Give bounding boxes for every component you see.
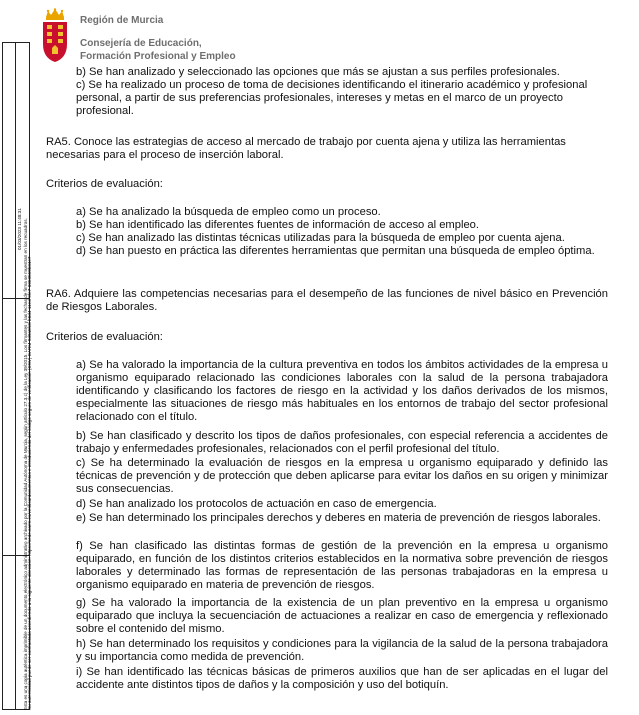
ra6-criterion-h: h) Se han determinado los requisitos y condiciones para la vigilancia de la salud de la persona trabajadora y su importancia como medida de prevención. [76,638,608,663]
ra6-criterion-b: b) Se han clasificado y descrito los tipos de daños profesionales, con especial referencia a accidentes de trabajo y enfermedades profesionales, relacionados con el perfil profesional del título. [76,430,608,455]
criterios-label: Criterios de evaluación: [46,331,163,343]
sidebar-verification-url: Su autenticidad puede ser contrastada accediendo a la siguiente dirección: https://sede.carm.es/verificardocumentos e introduciendo del código seguro de verificación (CSV) CARM-9d9a5fc8-b6d4-11ed-9fe7-0050569b34e7 [27,256,32,710]
ra6-criterion-i: i) Se han identificado las técnicas básicas de primeros auxilios que han de ser aplicadas en el lugar del accidente ante distintos tipos de daños y la composición y uso del botiquín. [76,666,608,691]
consejeria-line-2: Formación Profesional y Empleo [80,51,236,62]
region-name: Región de Murcia [80,15,164,26]
ra6-criterion-a: a) Se ha valorado la importancia de la cultura preventiva en todos los ámbitos actividades de la empresa u organismo equiparado relacionado las condiciones laborales con la salud de la persona trabajadora identificando y clasificando los factores de riesgo en la actividad y los daños derivados de los mismos, especialmente las situaciones de riesgo más habituales en los entornos de trabajo del sector profesional relacionado con el título. [76,359,608,423]
consejeria-line-1: Consejería de Educación, [80,38,202,49]
sidebar-divider-vertical [15,43,16,709]
ra5-criterion-c: c) Se han analizado las distintas técnicas utilizadas para la búsqueda de empleo por cuenta ajena. [76,232,565,244]
ra5-criterion-d: d) Se han puesto en práctica las diferentes herramientas que permitan una búsqueda de empleo óptima. [76,245,595,257]
ra5-criterion-a: a) Se ha analizado la búsqueda de empleo como un proceso. [76,206,381,218]
ra6-heading: RA6. Adquiere las competencias necesarias para el desempeño de las funciones de nivel básico en Prevención de Riesgos Laborales. [46,288,608,313]
criterios-label: Criterios de evaluación: [46,178,163,190]
ra6-criterion-e: e) Se han determinado los principales derechos y deberes en materia de prevención de riesgos laborales. [76,512,601,524]
ra6-criterion-g: g) Se ha valorado la importancia de la existencia de un plan preventivo en la empresa u organismo equiparado que incluya la secuenciación de actuaciones a realizar en caso de emergencia y reflexionado sobre el contenido del mismo. [76,597,608,635]
sidebar-verification-text: Esta es una copia auténtica imprimible de un documento electrónico administrativo archivado por la Comunidad Autónoma de Murcia, según artículo 27.3.c) de la Ley 39/2015. Los firmantes y las fechas de firma se muestran en los recuadros. [23,218,28,710]
ra5-heading: RA5. Conoce las estrategias de acceso al mercado de trabajo por cuenta ajena y utiliza las herramientas necesarias para el proceso de inserción laboral. [46,136,566,161]
sidebar-timestamp: 01/03/2023 11:48:31 [17,208,22,250]
criterion-c-prev: c) Se ha realizado un proceso de toma de decisiones identificando el itinerario académico y profesional personal, a partir de sus preferencias profesionales, intereses y metas en el marco de un proyecto profesional. [76,79,588,117]
ra6-criterion-c: c) Se ha determinado la evaluación de riesgos en la empresa u organismo equiparado y definido las técnicas de prevención y de protección que deben aplicarse para evitar los daños en su origen y minimizar sus consecuencias. [76,457,608,495]
institution-header [80,14,236,63]
ra6-criterion-d: d) Se han analizado los protocolos de actuación en caso de emergencia. [76,498,437,510]
ra6-criterion-f: f) Se han clasificado las distintas formas de gestión de la prevención en la empresa u organismo equiparado, en función de los distintos criterios establecidos en la normativa sobre prevención de riesgos laborales y determinado las formas de representación de las personas trabajadoras en la empresa u organismo equiparado en materia de prevención de riesgos. [76,540,608,591]
criterion-b-prev: b) Se han analizado y seleccionado las opciones que más se ajustan a sus perfiles profesionales. [76,66,560,78]
region-murcia-crest-icon [40,8,70,64]
ra5-criterion-b: b) Se han identificado las diferentes fuentes de información de acceso al empleo. [76,219,479,231]
